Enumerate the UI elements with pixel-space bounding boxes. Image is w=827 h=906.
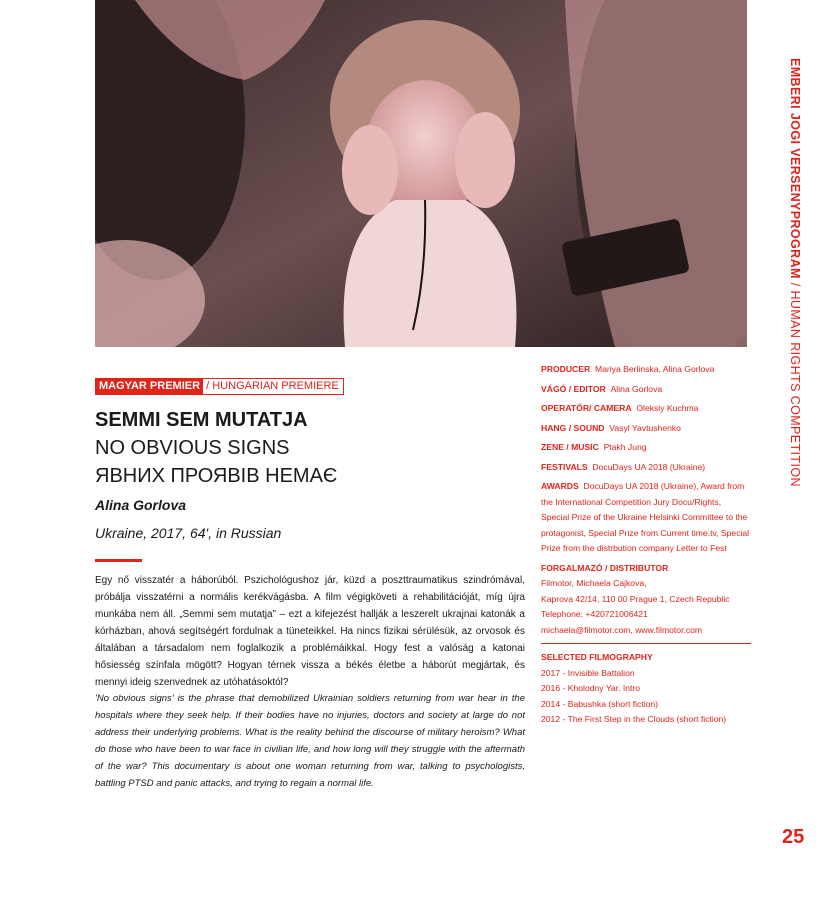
film-meta: Ukraine, 2017, 64', in Russian bbox=[95, 525, 282, 541]
director-name: Alina Gorlova bbox=[95, 497, 187, 513]
credit-festivals bbox=[541, 460, 751, 476]
title-english: NO OBVIOUS SIGNS bbox=[95, 437, 290, 459]
distributor-contact: michaela@filmotor.com, www.filmotor.com bbox=[541, 624, 703, 635]
credit-value: DocuDays UA 2018 (Ukraine), Award from the International Competition Jury Docu/Rights, Special Prize of the Ukraine Helsinki Committee to the protagonist, Special Prize from Current time.tv, Special Prize from the distrbution company Letter to Fest bbox=[541, 481, 750, 553]
credit-value: Oleksiy Kuchma bbox=[636, 403, 699, 413]
distributor-phone: Telephone: +420721006421 bbox=[541, 609, 648, 619]
synopsis-english: 'No obvious signs' is the phrase that demobilized Ukrainian soldiers returning from war hear in the hospitals where they seek help. If their bodies have no injuries, doctors and society at large do not address their underlying problems. What is the reality behind the discourse of military heroism? What do those who have been to war face in civilian life, and how long will they struggle with the aftermath of the war? This documentary is about one woman returning from war, talking to psychologists, battling PTSD and panic attacks, and trying to regain a normal life. bbox=[95, 693, 525, 789]
credit-label: PRODUCER bbox=[541, 364, 591, 374]
title-ukrainian: ЯВНИХ ПРОЯВІВ НЕМАЄ bbox=[95, 465, 338, 487]
credit-label: FESTIVALS bbox=[541, 461, 588, 472]
film-header bbox=[95, 376, 525, 562]
credit-label: HANG / SOUND bbox=[541, 422, 605, 433]
credit-producer bbox=[541, 362, 751, 378]
hero-photo bbox=[95, 0, 747, 347]
filmography-item: 2017 - Invisible Battalion bbox=[541, 667, 635, 678]
side-label-hu: EMBERI JOGI VERSENYPROGRAM bbox=[788, 58, 802, 279]
synopsis-hungarian: Egy nő visszatér a háborúból. Pszichológushoz jár, küzd a poszttraumatikus szindrómával, próbálja visszatérni a normális kerékvágásba. A film végigköveti a rehabilitációját, míg újra munkába nem áll. „Semmi sem mutatja” – ezt a kifejezést hallják a leszerelt ukrajnai katonák a kórházban, ahová segítségért fordulnak a tüneteikkel. Ha nincs fizikai sérülésük, az orvosok és általában a társadalom nem foglalkozik a problémáikkal. Hogy fest a valóság a katonai hősiesség színfala mögött? Hogyan térnek vissza a békés életbe a háborút megjártak, és mennyi ideig szenvednek az utóhatásoktól? bbox=[95, 575, 525, 688]
distributor-label: FORGALMAZÓ / DISTRIBUTOR bbox=[541, 562, 669, 573]
credit-label: ZENE / MUSIC bbox=[541, 442, 599, 452]
section-side-label bbox=[780, 58, 802, 487]
credit-sound bbox=[541, 421, 751, 437]
credit-label: VÁGÓ / EDITOR bbox=[541, 383, 606, 394]
credit-awards bbox=[541, 479, 751, 557]
side-label-en: HUMAN RIGHTS COMPETITION bbox=[788, 290, 802, 487]
filmography-divider bbox=[541, 643, 751, 644]
page-number: 25 bbox=[782, 826, 805, 848]
credit-label: OPERATŐR/ CAMERA bbox=[541, 403, 632, 413]
distributor-line: Filmotor, Michaela Cajkova, bbox=[541, 578, 647, 588]
credit-editor bbox=[541, 382, 751, 398]
credit-value: Alina Gorlova bbox=[610, 383, 663, 394]
credit-value: Mariya Berlinska, Alina Gorlova bbox=[594, 364, 715, 374]
title-hungarian: SEMMI SEM MUTATJA bbox=[95, 409, 308, 431]
premiere-badge-en: HUNGARIAN PREMIERE bbox=[212, 380, 339, 392]
credit-label: AWARDS bbox=[541, 481, 579, 491]
side-label-sep: / bbox=[788, 278, 802, 291]
photo-illustration bbox=[95, 0, 747, 347]
credit-camera bbox=[541, 401, 751, 417]
credit-value: DocuDays UA 2018 (Ukraine) bbox=[592, 461, 706, 472]
credit-value: Ptakh Jung bbox=[603, 442, 647, 452]
credit-music bbox=[541, 440, 751, 456]
red-divider bbox=[95, 559, 142, 562]
distributor-block bbox=[541, 561, 751, 639]
distributor-line: Kaprova 42/14, 110 00 Prague 1, Czech Republic bbox=[541, 593, 730, 604]
premiere-badge bbox=[95, 378, 344, 395]
filmography-label: SELECTED FILMOGRAPHY bbox=[541, 652, 653, 662]
filmography-block bbox=[541, 650, 751, 728]
credit-value: Vasyl Yavtushenko bbox=[609, 422, 681, 433]
credits-column bbox=[541, 362, 751, 728]
filmography-item: 2012 - The First Step in the Clouds (short fiction) bbox=[541, 714, 727, 724]
filmography-item: 2016 - Kholodny Yar. Intro bbox=[541, 683, 641, 693]
premiere-badge-sep: / bbox=[203, 380, 213, 392]
filmography-item: 2014 - Babushka (short fiction) bbox=[541, 698, 659, 709]
premiere-badge-hu: MAGYAR PREMIER bbox=[96, 379, 203, 394]
